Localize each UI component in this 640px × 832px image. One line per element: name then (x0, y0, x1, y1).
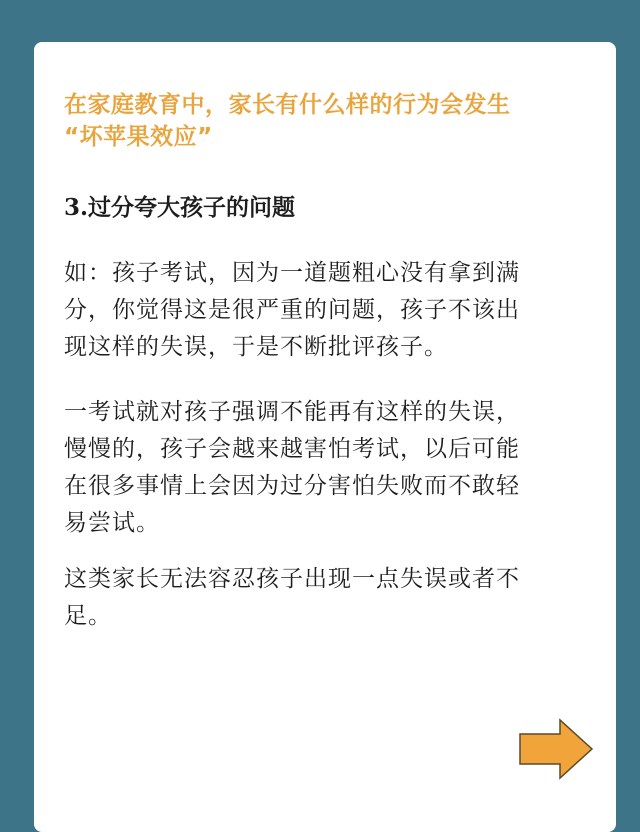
paragraph-summary (64, 561, 604, 635)
paragraph-example (64, 255, 604, 366)
paragraph-consequence (64, 394, 604, 542)
text-line: 易尝试。 (64, 510, 160, 536)
text-line: 分，你觉得这是很严重的问题，孩子不该出 (64, 297, 520, 323)
arrow-right-icon (518, 718, 594, 780)
title-line: 在家庭教育中，家长有什么样的行为会发生 (64, 92, 511, 118)
section-heading: 3.过分夸大孩子的问题 (64, 194, 296, 221)
text-line: 这类家长无法容忍孩子出现一点失误或者不 (64, 566, 520, 592)
text-line: 一考试就对孩子强调不能再有这样的失误， (64, 399, 520, 425)
text-line: 慢慢的，孩子会越来越害怕考试，以后可能 (64, 436, 520, 462)
text-line: 在很多事情上会因为过分害怕失败而不敢轻 (64, 473, 520, 499)
text-line: 足。 (64, 603, 112, 629)
article-title (64, 89, 594, 153)
text-line: 如：孩子考试，因为一道题粗心没有拿到满 (64, 260, 520, 286)
next-page-button[interactable] (518, 718, 594, 780)
text-line: 现这样的失误，于是不断批评孩子。 (64, 334, 448, 360)
content-card (34, 42, 616, 832)
title-line: “坏苹果效应” (64, 124, 213, 150)
